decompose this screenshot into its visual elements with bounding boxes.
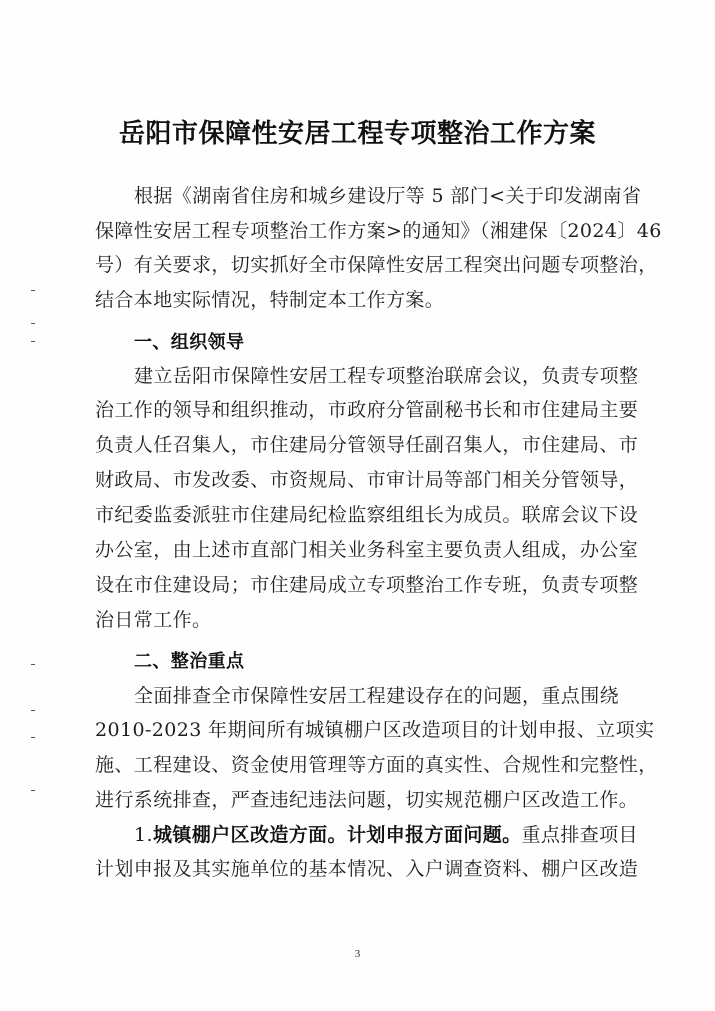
section2-line-1: 全面排查全市保障性安居工程建设存在的问题，重点围绕 (134, 685, 620, 707)
margin-mark (31, 790, 35, 791)
item1-number: 1. (134, 824, 153, 846)
document-title: 岳阳市保障性安居工程专项整治工作方案 (118, 119, 596, 149)
section1-line-6: 办公室，由上述市直部门相关业务科室主要负责人组成，办公室 (95, 539, 639, 561)
section1-line-8: 治日常工作。 (95, 609, 212, 631)
section1-line-5: 市纪委监委派驻市住建局纪检监察组组长为成员。联席会议下设 (95, 504, 639, 526)
section1-line-2: 治工作的领导和组织推动，市政府分管副秘书长和市住建局主要 (95, 399, 639, 421)
section2-line-3: 施、工程建设、资金使用管理等方面的真实性、合规性和完整性， (95, 754, 658, 776)
item1-line-2: 计划申报及其实施单位的基本情况、入户调查资料、棚户区改造 (95, 858, 639, 880)
section-heading-focus: 二、整治重点 (134, 651, 245, 672)
margin-mark (31, 341, 35, 342)
section1-line-7: 设在市住建设局；市住建局成立专项整治工作专班，负责专项整 (95, 574, 639, 596)
margin-mark (31, 290, 35, 291)
section1-line-1: 建立岳阳市保障性安居工程专项整治联席会议，负责专项整 (134, 365, 639, 387)
section2-line-2: 2010-2023 年期间所有城镇棚户区改造项目的计划申报、立项实 (95, 719, 655, 741)
margin-mark (31, 664, 35, 665)
intro-line-2: 保障性安居工程专项整治工作方案>的通知》（湘建保〔2024〕46 (95, 220, 662, 242)
section-heading-organization: 一、组织领导 (134, 332, 245, 353)
page-number: 3 (354, 948, 361, 960)
section1-line-4: 财政局、市发改委、市资规局、市审计局等部门相关分管领导， (95, 469, 639, 491)
margin-mark (31, 737, 35, 738)
margin-mark (31, 710, 35, 711)
margin-mark (31, 323, 35, 324)
item1-line-1 (134, 823, 638, 847)
intro-line-3: 号）有关要求，切实抓好全市保障性安居工程突出问题专项整治， (95, 254, 658, 276)
item1-bold-heading: 城镇棚户区改造方面。计划申报方面问题。 (152, 824, 522, 846)
section1-line-3: 负责人任召集人，市住建局分管领导任副召集人，市住建局、市 (95, 434, 639, 456)
intro-line-4: 结合本地实际情况，特制定本工作方案。 (95, 289, 445, 311)
intro-line-1: 根据《湖南省住房和城乡建设厅等 5 部门<关于印发湖南省 (134, 185, 642, 207)
item1-text: 重点排查项目 (521, 824, 638, 846)
section2-line-4: 进行系统排查，严查违纪违法问题，切实规范棚户区改造工作。 (95, 789, 639, 811)
